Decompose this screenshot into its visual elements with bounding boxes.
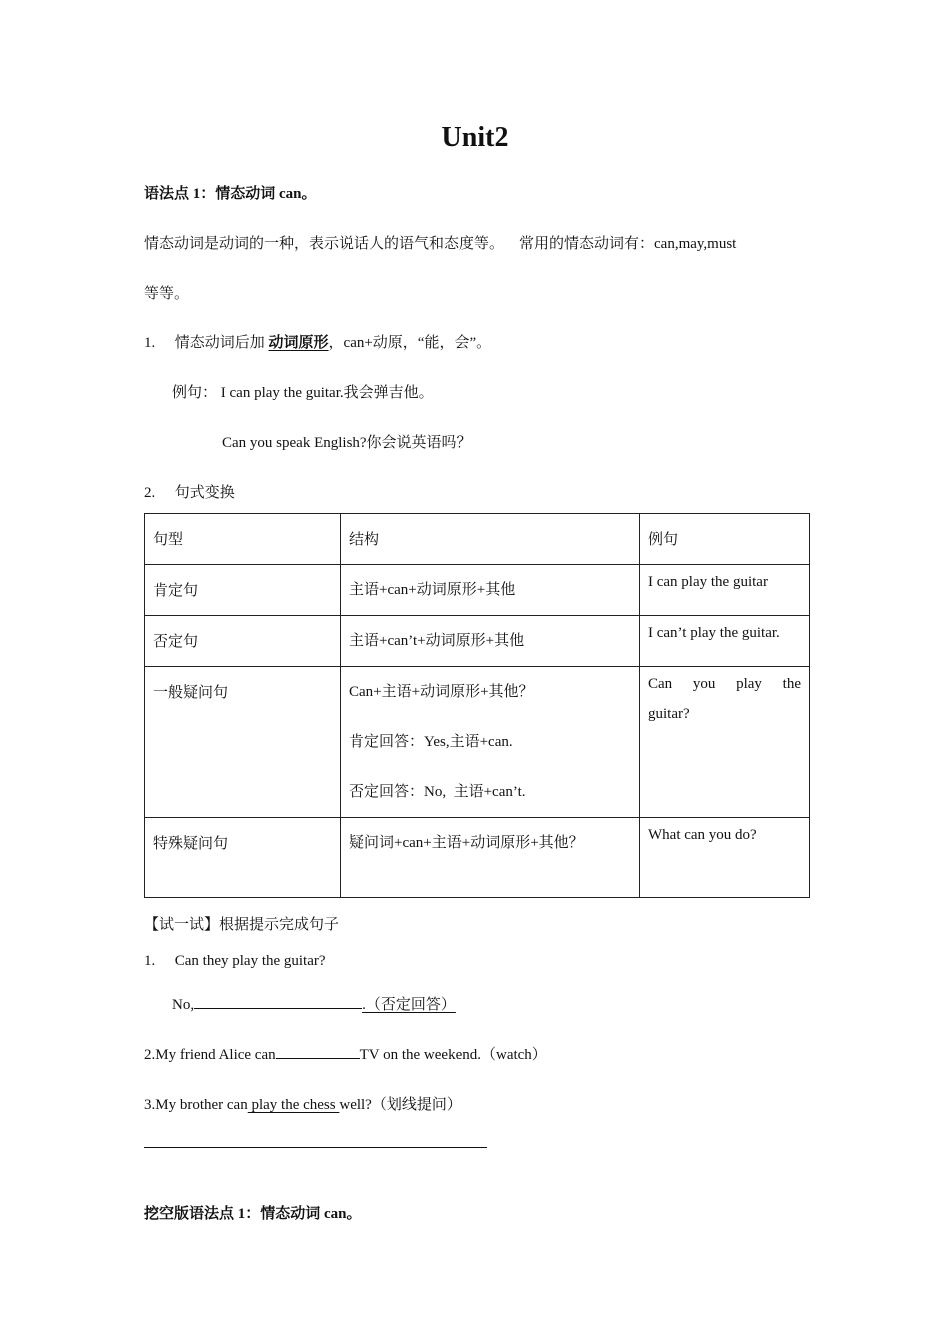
practice-answer-1	[172, 993, 456, 1014]
sentence-pattern-table	[144, 513, 810, 898]
list-number: 1.	[144, 335, 156, 351]
list-number: 1.	[144, 953, 156, 969]
table-cell-line: 肯定回答：Yes,主语+can.	[349, 734, 513, 750]
table-cell: 主语+can’t+动词原形+其他	[349, 633, 525, 649]
grammar-point-heading: 语法点 1：情态动词 can。	[144, 186, 317, 202]
table-header: 句型	[153, 530, 184, 548]
example-label: 例句：	[172, 385, 218, 401]
list-item-2	[144, 481, 235, 502]
example-sentence-1	[172, 381, 434, 402]
answer-hint: .（否定回答）	[362, 997, 456, 1013]
table-header: 结构	[349, 530, 380, 548]
example-word: play	[736, 676, 762, 692]
example-text: I can play the guitar.我会弹吉他。	[220, 385, 434, 401]
list-text-rest: ，can+动原，“能，会”。	[328, 335, 492, 351]
example-sentence-2: Can you speak English?你会说英语吗？	[222, 435, 472, 451]
question-prefix: 3.My brother can	[144, 1097, 248, 1113]
answer-blank[interactable]	[194, 994, 362, 1009]
underlined-phrase: play the chess	[247, 1097, 340, 1113]
table-cell: 否定句	[153, 632, 199, 650]
table-cell: 特殊疑问句	[153, 834, 229, 852]
answer-line[interactable]	[144, 1147, 487, 1148]
table-row	[145, 565, 810, 616]
question-suffix: TV on the weekend.（watch）	[359, 1047, 547, 1063]
table-cell: What can you do?	[648, 827, 757, 843]
table-cell: 疑问词+can+主语+动词原形+其他？	[349, 835, 584, 851]
question-suffix: well?（划线提问）	[339, 1097, 462, 1113]
practice-question-2	[144, 1043, 547, 1064]
blank-version-heading: 挖空版语法点 1：情态动词 can。	[144, 1206, 362, 1222]
practice-question-3	[144, 1093, 462, 1114]
table-cell: 一般疑问句	[153, 683, 229, 701]
page-title: Unit2	[441, 122, 509, 153]
table-header: 例句	[648, 530, 679, 548]
table-cell-line: guitar?	[648, 706, 690, 722]
list-text: 句式变换	[174, 485, 235, 501]
example-word: you	[692, 676, 716, 692]
answer-prefix: No,	[172, 997, 195, 1013]
list-number: 2.	[144, 485, 156, 501]
practice-question-1	[144, 953, 326, 970]
table-header-row	[145, 514, 810, 565]
question-prefix: 2.My friend Alice can	[144, 1047, 276, 1063]
question-text: Can they play the guitar?	[174, 953, 326, 969]
practice-heading: 【试一试】根据提示完成句子	[144, 917, 340, 933]
table-cell: 肯定句	[153, 581, 199, 599]
answer-blank[interactable]	[276, 1044, 360, 1059]
table-cell-line: 否定回答：No, 主语+can’t.	[349, 784, 526, 800]
intro-line-1: 情态动词是动词的一种，表示说话人的语气和态度等。 常用的情态动词有：can,may,must	[144, 236, 737, 252]
example-word: Can	[648, 676, 673, 692]
table-row	[145, 616, 810, 667]
intro-line-2: 等等。	[144, 286, 190, 302]
example-word: the	[782, 676, 801, 692]
table-cell-line: Can+主语+动词原形+其他？	[349, 684, 534, 700]
table-cell: 主语+can+动词原形+其他	[349, 582, 516, 598]
underlined-keyword: 动词原形	[268, 335, 329, 351]
list-text: 情态动词后加	[174, 335, 269, 351]
list-item-1	[144, 331, 491, 352]
table-cell: I can play the guitar	[648, 574, 768, 590]
table-cell-line	[648, 669, 801, 699]
table-row	[145, 818, 810, 898]
table-cell: I can’t play the guitar.	[648, 625, 780, 641]
table-row	[145, 667, 810, 818]
